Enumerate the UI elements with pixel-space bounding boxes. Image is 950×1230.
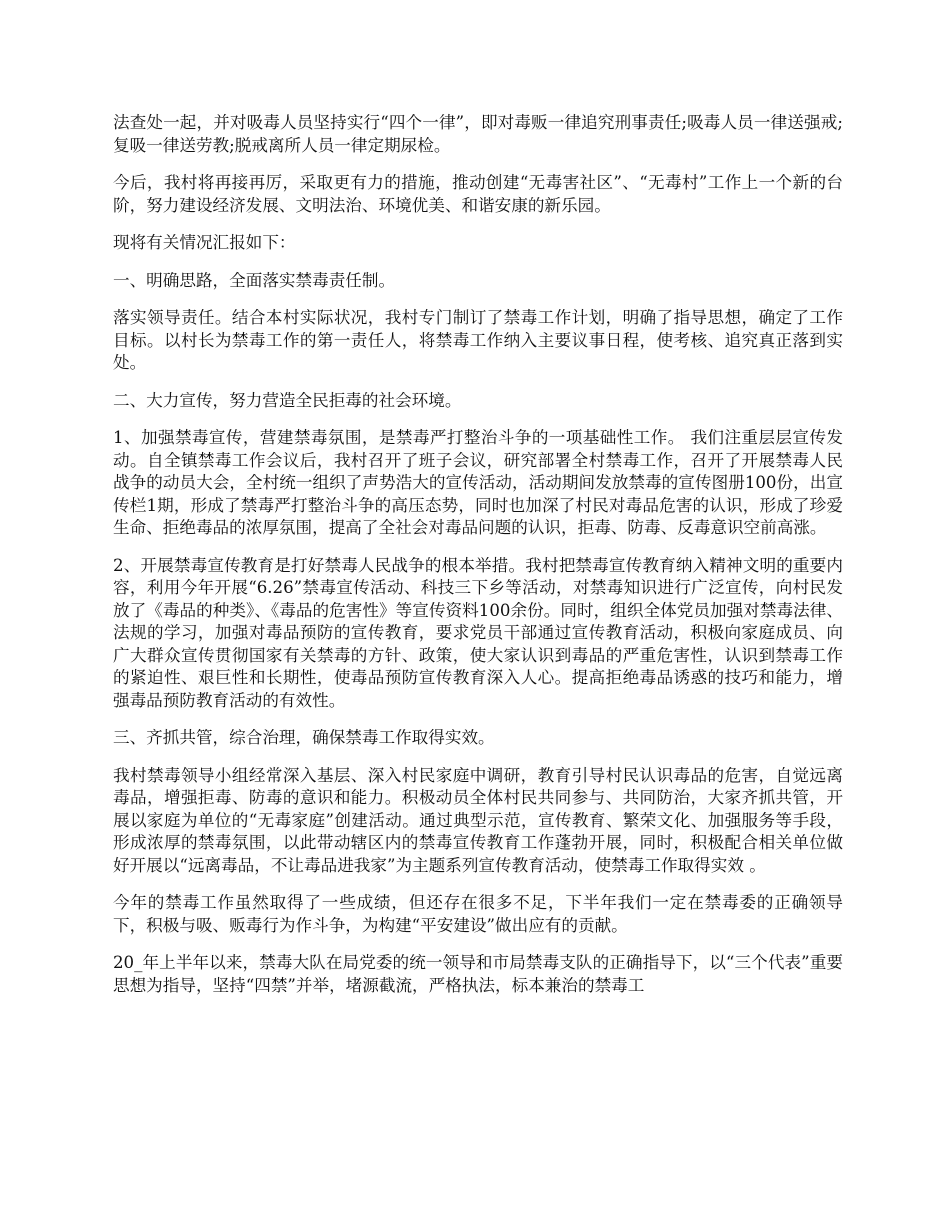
section-heading-3: 三、齐抓共管，综合治理，确保禁毒工作取得实效。 <box>113 728 495 747</box>
paragraph-4: 落实领导责任。结合本村实际状况，我村专门制订了禁毒工作计划，明确了指导思想，确定了工作目标。以村长为禁毒工作的第一责任人，将禁毒工作纳入主要议事日程，使考核、追究真正落到实处。 <box>113 308 843 372</box>
section-heading-1: 一、明确思路，全面落实禁毒责任制。 <box>113 270 396 290</box>
document-body <box>113 112 843 1012</box>
section-heading-2: 二、大力宣传，努力营造全民拒毒的社会环境。 <box>113 390 462 410</box>
paragraph-6: 2、开展禁毒宣传教育是打好禁毒人民战争的根本举措。我村把禁毒宣传教育纳入精神文明的重要内容，利用今年开展“6.26”禁毒宣传活动、科技三下乡等活动，对禁毒知识进行广泛宣传，向村民发放了《毒品的种类》、《毒品的危害性》等宣传资料100余份。同时，组织全体党员加强对禁毒法律、法规的学习，加强对毒品预防的宣传教育，要求党员干部通过宣传教育活动，积极向家庭成员、向广大群众宣传贯彻国家有关禁毒的方针、政策，使大家认识到毒品的严重危害性，认识到禁毒工作的紧迫性、艰巨性和长期性，使毒品预防宣传教育深入人心。提高拒绝毒品诱惑的技巧和能力，增强毒品预防教育活动的有效性。 <box>113 555 843 710</box>
paragraph-3: 现将有关情况汇报如下： <box>113 233 296 252</box>
paragraph-5: 1、加强禁毒宣传，营建禁毒氛围，是禁毒严打整治斗争的一项基础性工作。 我们注重层层宣传发动。自全镇禁毒工作会议后，我村召开了班子会议，研究部署全村禁毒工作，召开了开展禁毒人民战争的动员大会，全村统一组织了声势浩大的宣传活动，活动期间发放禁毒的宣传图册100份，出宣传栏1期，形成了禁毒严打整治斗争的高压态势，同时也加深了村民对毒品危害的认识，形成了珍爱生命、拒绝毒品的浓厚氛围，提高了全社会对毒品问题的认识，拒毒、防毒、反毒意识空前高涨。 <box>113 428 843 537</box>
paragraph-9: 20_年上半年以来，禁毒大队在局党委的统一领导和市局禁毒支队的正确指导下，以“三个代表”重要思想为指导，坚持“四禁”并举，堵源截流，严格执法，标本兼治的禁毒工 <box>113 953 843 995</box>
paragraph-8: 今年的禁毒工作虽然取得了一些成绩，但还存在很多不足，下半年我们一定在禁毒委的正确领导下，积极与吸、贩毒行为作斗争，为构建“平安建设”做出应有的贡献。 <box>113 893 843 935</box>
paragraph-7: 我村禁毒领导小组经常深入基层、深入村民家庭中调研，教育引导村民认识毒品的危害，自觉远离毒品，增强拒毒、防毒的意识和能力。积极动员全体村民共同参与、共同防治，大家齐抓共管，开展以家庭为单位的“无毒家庭”创建活动。通过典型示范，宣传教育、繁荣文化、加强服务等手段，形成浓厚的禁毒氛围，以此带动辖区内的禁毒宣传教育工作蓬勃开展，同时，积极配合相关单位做好开展以“远离毒品，不让毒品进我家”为主题系列宣传教育活动，使禁毒工作取得实效 。 <box>113 765 843 875</box>
paragraph-1: 法查处一起，并对吸毒人员坚持实行“四个一律”，即对毒贩一律追究刑事责任;吸毒人员一律送强戒;复吸一律送劳教;脱戒离所人员一律定期尿检。 <box>113 113 843 155</box>
paragraph-2: 今后，我村将再接再厉，采取更有力的措施，推动创建“无毒害社区”、“无毒村”工作上一个新的台阶，努力建设经济发展、文明法治、环境优美、和谐安康的新乐园。 <box>113 173 843 215</box>
